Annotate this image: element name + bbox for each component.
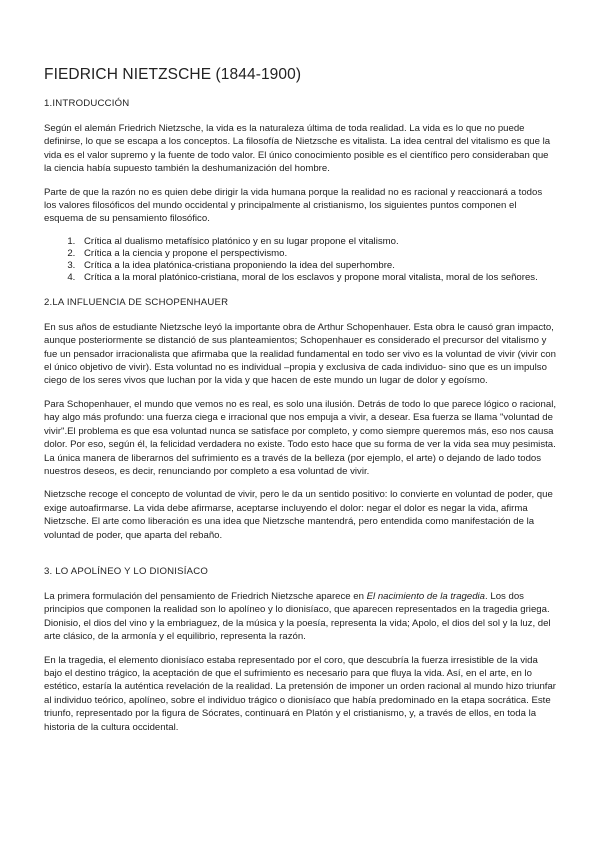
list-item: 3. Crítica a la idea platónica-cristiana proponiendo la idea del superhombre. bbox=[78, 260, 556, 272]
paragraph-text: . Los dos principios que componen la realidad son lo apolíneo y lo dionisíaco, que aparecen representados en la tragedia griega. Dionisio, el dios del vino y la embriaguez, de la música y la poesía, representa la vida; Apolo, el dios del sol y la luz, del arte clásico, de la armonía y el equilibrio, representa la razón. bbox=[44, 590, 551, 643]
critique-list bbox=[44, 236, 556, 284]
list-item: 4. Crítica a la moral platónico-cristiana, moral de los esclavos y propone moral vitalista, moral de los señores. bbox=[78, 272, 556, 284]
paragraph-apolineo-2: En la tragedia, el elemento dionisíaco estaba representado por el coro, que descubría la fuerza irresistible de la vida bajo el destino trágico, la aceptación de que el sufrimiento es necesario para que fluya la vida. Así, en el arte, en lo estético, estaría la auténtica revelación de la realidad. La pretensión de imponer un orden racional al mundo hizo triunfar al individuo teórico, apolíneo, sobre el individuo trágico o dionisíaco que había predominado en la etapa socrática. Este triunfo, representado por la figura de Sócrates, continuará en Platón y el cristianismo, y, a través de ellos, en toda la historia de la cultura occidental. bbox=[44, 654, 556, 733]
list-item: 1. Crítica al dualismo metafísico platónico y en su lugar propone el vitalismo. bbox=[78, 236, 556, 248]
section-heading-schopenhauer: 2.LA INFLUENCIA DE SCHOPENHAUER bbox=[44, 296, 229, 308]
paragraph-schopenhauer-1: En sus años de estudiante Nietzsche leyó la importante obra de Arthur Schopenhauer. Esta obra le causó gran impacto, aunque posteriormente se distanció de sus planteamientos; Schopenhauer es considerado el precursor del vitalismo y fue un pensador irracionalista que afirmaba que la realidad fundamental en todo ser vivo es la voluntad de vivir (vivir con el único objetivo de vivir). Esta voluntad no es individual –propia y exclusiva de cada individuo- sino que es un impulso ciego de los seres vivos que luchan por la vida y que hacen de este mundo un lugar de dolor y egoísmo. bbox=[44, 321, 556, 387]
section-heading-introduccion: 1.INTRODUCCIÓN bbox=[44, 98, 130, 109]
section-heading-apolineo: 3. LO APOLÍNEO Y LO DIONISÍACO bbox=[44, 565, 209, 577]
paragraph-text: La primera formulación del pensamiento de Friedrich Nietzsche aparece en bbox=[44, 590, 367, 602]
list-item: 2. Crítica a la ciencia y propone el perspectivismo. bbox=[78, 248, 556, 260]
paragraph-intro-1: Según el alemán Friedrich Nietzsche, la vida es la naturaleza última de toda realidad. La vida es lo que no puede definirse, lo que se escapa a los conceptos. La filosofía de Nietzsche es vitalista. La idea central del vitalismo es que la vida es el valor supremo y la fuente de todo valor. El único conocimiento posible es el científico pero consideraban que la ciencia había supuesto también la deshumanización del hombre. bbox=[44, 123, 551, 175]
book-title: El nacimiento de la tragedia bbox=[366, 590, 486, 602]
document-title: FIEDRICH NIETZSCHE (1844-1900) bbox=[44, 66, 302, 83]
paragraph-apolineo-1 bbox=[44, 590, 556, 644]
paragraph-schopenhauer-2: Para Schopenhauer, el mundo que vemos no es real, es solo una ilusión. Detrás de todo lo que parece lógico o racional, hay algo más profundo: una fuerza ciega e irracional que nos empuja a vivir, a desear. Esa fuerza se llama "voluntad de vivir".El problema es que esa voluntad nunca se satisface por completo, y como siempre queremos más, eso nos causa dolor. Por eso, según él, la felicidad verdadera no existe. Todo esto hace que su forma de ver la vida sea muy pesimista. La única manera de liberarnos del sufrimiento es a través de la belleza (por ejemplo, el arte) o dejando de lado todos nuestros deseos, es decir, renunciando por completo a esa voluntad de vivir. bbox=[44, 398, 556, 477]
paragraph-schopenhauer-3: Nietzsche recoge el concepto de voluntad de vivir, pero le da un sentido positivo: lo convierte en voluntad de poder, que exige autoafirmarse. La vida debe afirmarse, aceptarse incluyendo el dolor: negar el dolor es negar la vida, afirma Nietzsche. El arte como liberación es una idea que Nietzsche mantendrá, pero entendida como manifestación de la voluntad de poder, que aparta del rebaño. bbox=[44, 489, 553, 541]
section-spacer bbox=[44, 552, 556, 566]
paragraph-intro-2: Parte de que la razón no es quien debe dirigir la vida humana porque la realidad no es racional y reaccionará a todos los valores filosóficos del mundo occidental y principalmente al cristianismo, los siguientes puntos componen el esquema de su pensamiento filosófico. bbox=[44, 186, 543, 225]
